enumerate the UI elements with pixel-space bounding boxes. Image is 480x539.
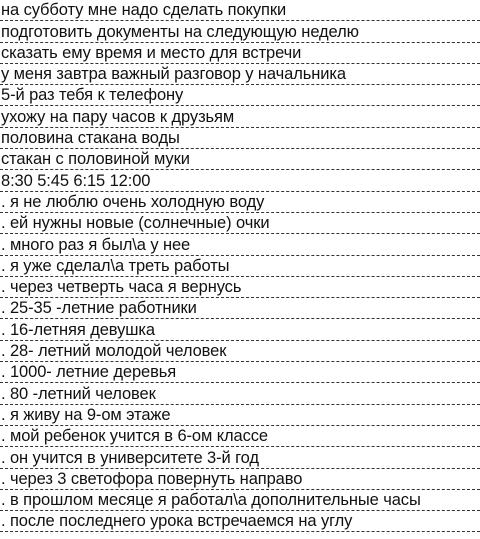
note-line-18 [0, 362, 480, 383]
note-text: . ей нужны новые (солнечные) очки [1, 214, 270, 233]
note-line-20 [0, 405, 480, 426]
note-text: на субботу мне надо сделать покупки [1, 1, 287, 20]
note-line-5 [0, 85, 480, 106]
note-text: ухожу на пару часов к друзьям [1, 107, 235, 126]
note-line-12 [0, 234, 480, 255]
note-text: сказать ему время и место для встречи [1, 43, 302, 62]
note-line-24 [0, 490, 480, 511]
note-line-17 [0, 341, 480, 362]
note-line-14 [0, 277, 480, 298]
note-line-1 [0, 0, 480, 21]
note-text: . через 3 светофора повернуть направо [1, 469, 303, 488]
note-text: . он учится в университете 3-й год [1, 448, 259, 467]
note-line-16 [0, 319, 480, 340]
note-text: . 1000- летние деревья [1, 363, 177, 382]
note-text: у меня завтра важный разговор у начальника [1, 65, 346, 84]
note-line-23 [0, 469, 480, 490]
note-text: . 25-35 -летние работники [1, 299, 197, 318]
note-line-8 [0, 149, 480, 170]
note-text: подготовить документы на следующую неделю [1, 22, 359, 41]
note-line-21 [0, 426, 480, 447]
note-text: . в прошлом месяце я работал\а дополнительные часы [1, 491, 421, 510]
note-line-13 [0, 256, 480, 277]
note-line-2 [0, 21, 480, 42]
note-line-22 [0, 447, 480, 468]
note-line-19 [0, 383, 480, 404]
note-text: . много раз я был\а у нее [1, 235, 191, 254]
note-line-6 [0, 106, 480, 127]
note-text: стакан с половиной муки [1, 150, 190, 169]
note-text: . после последнего урока встречаемся на углу [1, 512, 353, 531]
note-text: . 80 -летний человек [1, 384, 156, 403]
note-text: . мой ребенок учится в 6-ом классе [1, 427, 269, 446]
note-text: 8:30 5:45 6:15 12:00 [1, 171, 151, 190]
note-text: . я живу на 9-ом этаже [1, 405, 171, 424]
note-line-9 [0, 170, 480, 191]
note-line-10 [0, 192, 480, 213]
note-text: 5-й раз тебя к телефону [1, 86, 184, 105]
note-text: . 16-летняя девушка [1, 320, 155, 339]
note-text: . я уже сделал\а треть работы [1, 256, 230, 275]
note-line-25 [0, 511, 480, 532]
note-text: . 28- летний молодой человек [1, 342, 227, 361]
note-line-11 [0, 213, 480, 234]
note-text: . я не люблю очень холодную воду [1, 192, 265, 211]
note-text: . через четверть часа я вернусь [1, 278, 242, 297]
note-line-4 [0, 64, 480, 85]
note-line-15 [0, 298, 480, 319]
note-line-7 [0, 128, 480, 149]
note-line-3 [0, 43, 480, 64]
note-text: половина стакана воды [1, 129, 180, 148]
